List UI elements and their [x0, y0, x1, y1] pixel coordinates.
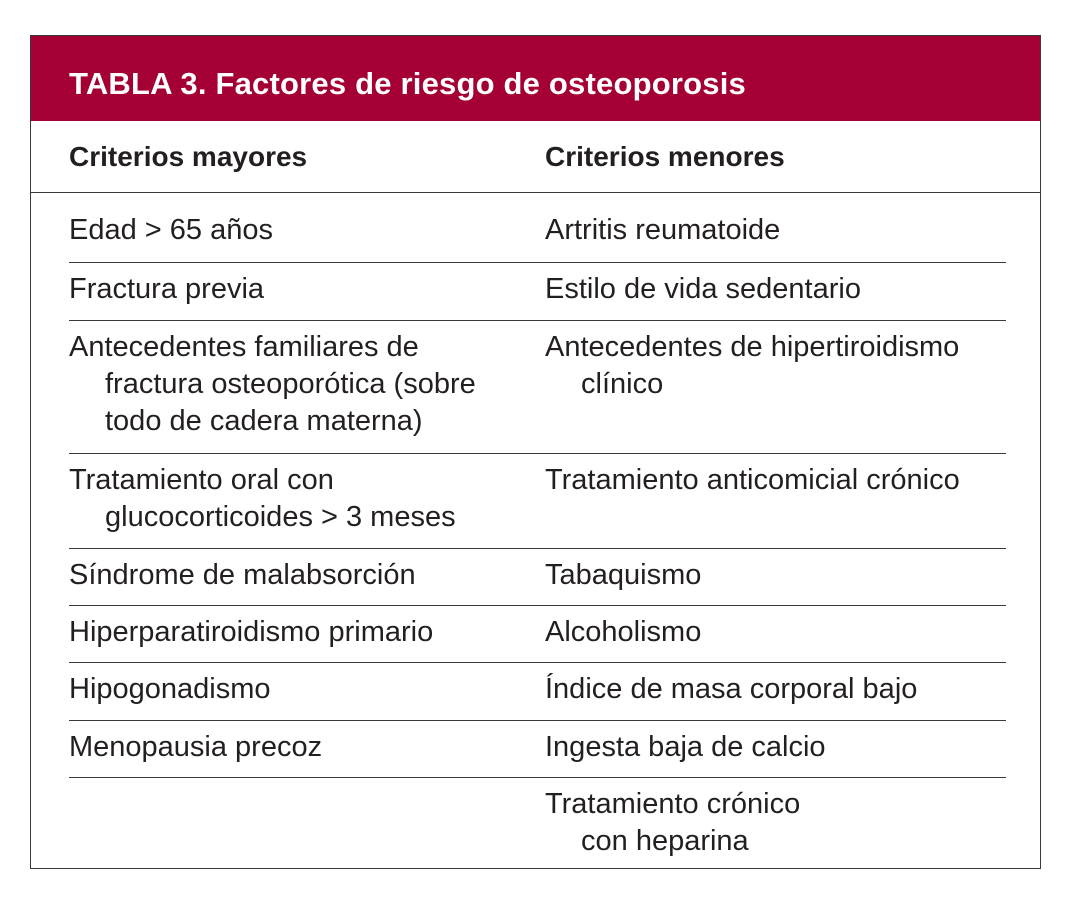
- major-criterion-cell: [69, 462, 529, 536]
- major-criterion-cell: [69, 729, 529, 766]
- cell-line: Tratamiento anticomicial crónico: [545, 464, 960, 496]
- minor-criterion-cell: [545, 212, 1015, 249]
- minor-criterion-cell: [545, 614, 1015, 651]
- cell-line: todo de cadera materna): [105, 405, 423, 437]
- major-criterion-cell: [69, 614, 529, 651]
- column-header-minor: Criterios menores: [545, 141, 785, 172]
- cell-line: Ingesta baja de calcio: [545, 731, 826, 763]
- cell-line: Antecedentes familiares de: [69, 331, 419, 363]
- major-criterion-cell: [69, 557, 529, 594]
- minor-criterion-cell: [545, 329, 1015, 403]
- cell-line: Tabaquismo: [545, 559, 702, 591]
- cell-line: clínico: [581, 368, 664, 400]
- table-row: [69, 663, 1006, 721]
- cell-line: glucocorticoides > 3 meses: [105, 501, 456, 533]
- cell-line: Fractura previa: [69, 273, 265, 305]
- cell-line: Hipogonadismo: [69, 673, 271, 705]
- cell-line: Síndrome de malabsorción: [69, 559, 416, 591]
- table-title-bar: [31, 36, 1040, 121]
- cell-line: Estilo de vida sedentario: [545, 273, 861, 305]
- cell-line: Índice de masa corporal bajo: [545, 673, 918, 705]
- cell-line: Menopausia precoz: [69, 731, 323, 763]
- table-row: [69, 549, 1006, 606]
- major-criterion-cell: [69, 212, 529, 249]
- minor-criterion-cell: [545, 271, 1015, 308]
- minor-criterion-cell: [545, 462, 1015, 499]
- cell-line: fractura osteoporótica (sobre: [105, 368, 476, 400]
- cell-line: Tratamiento oral con: [69, 464, 334, 496]
- major-criterion-cell: [69, 271, 529, 308]
- cell-line: Artritis reumatoide: [545, 214, 781, 246]
- major-criterion-cell: [69, 329, 529, 440]
- minor-criterion-cell: [545, 671, 1015, 708]
- cell-line: con heparina: [581, 825, 749, 857]
- cell-line: Alcoholismo: [545, 616, 702, 648]
- minor-criterion-cell: [545, 786, 1015, 860]
- table-row: [69, 606, 1006, 663]
- table-header-row: [31, 121, 1040, 193]
- table-row: [69, 454, 1006, 549]
- cell-line: Antecedentes de hipertiroidismo: [545, 331, 960, 363]
- risk-factors-table: [30, 35, 1041, 869]
- minor-criterion-cell: [545, 557, 1015, 594]
- cell-line: Hiperparatiroidismo primario: [69, 616, 434, 648]
- table-row: [69, 193, 1006, 263]
- minor-criterion-cell: [545, 729, 1015, 766]
- table-title: TABLA 3. Factores de riesgo de osteoporosis: [69, 66, 746, 101]
- table-row: [69, 321, 1006, 454]
- cell-line: Tratamiento crónico: [545, 788, 801, 820]
- cell-line: Edad > 65 años: [69, 214, 273, 246]
- table-row: [69, 263, 1006, 321]
- column-header-major: Criterios mayores: [69, 141, 308, 172]
- table-row: [69, 778, 1006, 868]
- table-row: [69, 721, 1006, 778]
- major-criterion-cell: [69, 671, 529, 708]
